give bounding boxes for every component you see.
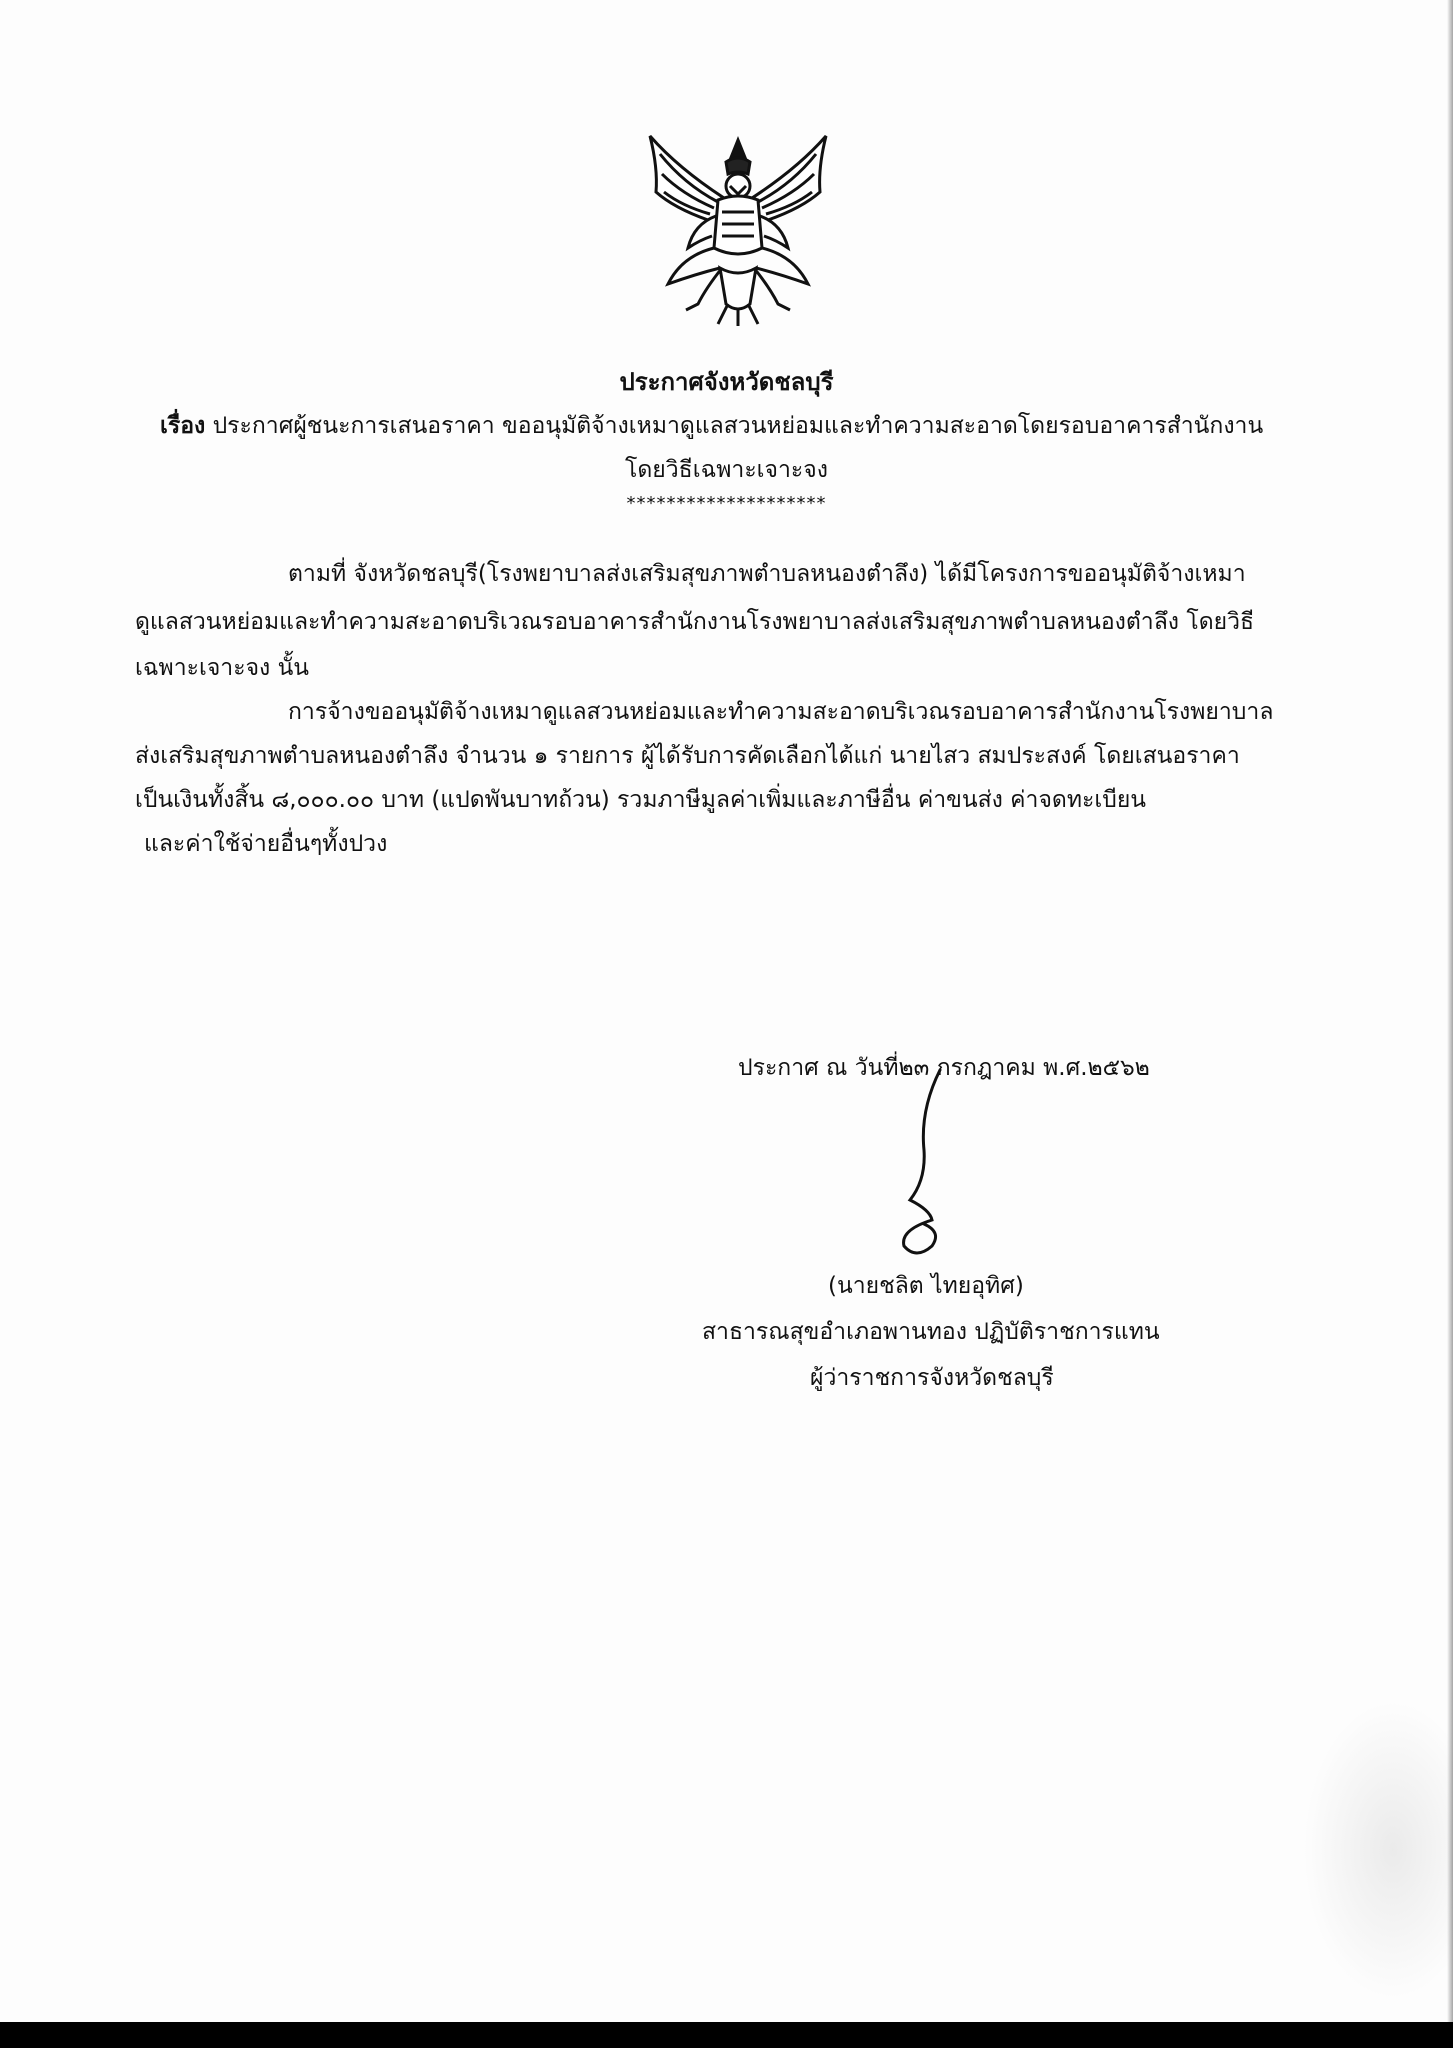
signer-position-2: ผู้ว่าราชการจังหวัดชลบุรี	[810, 1365, 1054, 1391]
scan-shadow	[1303, 1700, 1453, 2000]
subject-label: เรื่อง	[160, 413, 206, 439]
separator: ********************	[626, 493, 827, 514]
document-subject	[160, 404, 1263, 448]
announcement-date: ประกาศ ณ วันที่๒๓ กรกฎาคม พ.ศ.๒๕๖๒	[738, 1055, 1150, 1081]
signer-position-1: สาธารณสุขอำเภอพานทอง ปฏิบัติราชการแทน	[702, 1319, 1160, 1345]
paragraph-2-line-3: เป็นเงินทั้งสิ้น ๘,๐๐๐.๐๐ บาท (แปดพันบาทถ้วน) รวมภาษีมูลค่าเพิ่มและภาษีอื่น ค่าขนส่ง ค่าจดทะเบียน	[135, 787, 1147, 813]
scan-edge-right	[1447, 0, 1453, 2048]
garuda-emblem-icon	[638, 128, 838, 328]
subject-continuation: โดยวิธีเฉพาะเจาะจง	[625, 457, 828, 483]
scan-edge-bottom	[0, 2022, 1453, 2048]
paragraph-2-line-2: ส่งเสริมสุขภาพตำบลหนองตำลึง จำนวน ๑ รายการ ผู้ได้รับการคัดเลือกได้แก่ นายไสว สมประสงค์ โดยเสนอราคา	[135, 743, 1240, 769]
paragraph-1-line-2: ดูแลสวนหย่อมและทำความสะอาดบริเวณรอบอาคารสำนักงานโรงพยาบาลส่งเสริมสุขภาพตำบลหนองตำลึง โดยวิธี	[135, 609, 1255, 635]
paragraph-1-line-3: เฉพาะเจาะจง นั้น	[135, 655, 310, 681]
signer-name: (นายชลิต ไทยอุทิศ)	[828, 1273, 1024, 1299]
paragraph-2-line-1: การจ้างขออนุมัติจ้างเหมาดูแลสวนหย่อมและทำความสะอาดบริเวณรอบอาคารสำนักงานโรงพยาบาล	[288, 699, 1274, 725]
paragraph-1-line-1: ตามที่ จังหวัดชลบุรี(โรงพยาบาลส่งเสริมสุขภาพตำบลหนองตำลึง) ได้มีโครงการขออนุมัติจ้างเหมา	[288, 561, 1246, 587]
subject-text: ประกาศผู้ชนะการเสนอราคา ขออนุมัติจ้างเหมาดูแลสวนหย่อมและทำความสะอาดโดยรอบอาคารสำนักงาน	[212, 413, 1264, 439]
document-title: ประกาศจังหวัดชลบุรี	[619, 368, 834, 396]
signature-icon	[880, 1060, 970, 1260]
paragraph-2-line-4: และค่าใช้จ่ายอื่นๆทั้งปวง	[144, 831, 388, 857]
